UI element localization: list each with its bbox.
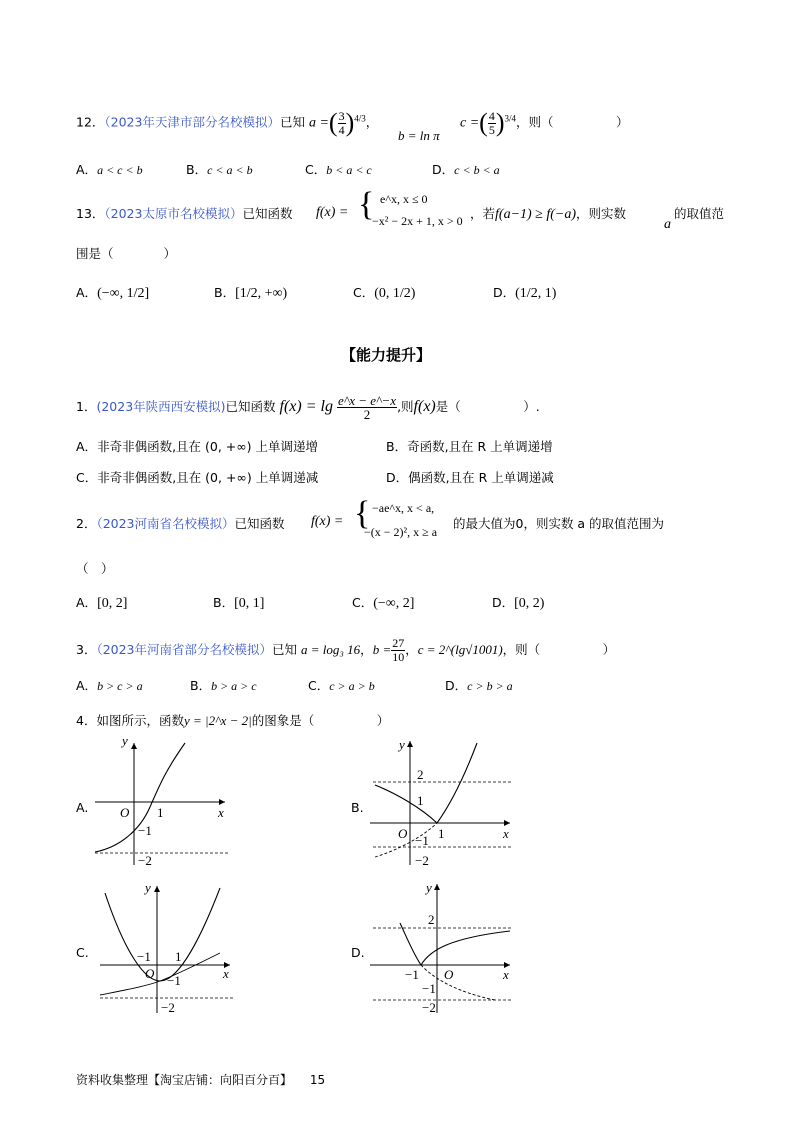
q13-case2: −x² − 2x + 1, x > 0: [372, 214, 463, 228]
svg-text:2: 2: [417, 767, 424, 782]
p1-option-b[interactable]: B．奇函数,且在 R 上单调递增: [386, 439, 553, 454]
q12-option-b[interactable]: B．c < a < b: [186, 162, 253, 177]
graph-label-d[interactable]: D.: [351, 945, 365, 960]
p4-stem: 4．如图所示，函数y = |2^x − 2|的图象是（ ）: [76, 713, 390, 728]
p3-c-expr: c = 2^(lg√1001): [417, 642, 503, 657]
graph-d: [365, 878, 520, 1018]
graph-b: [365, 735, 520, 870]
q12-c-expr: c =: [460, 115, 480, 131]
p1-fraction: $\frac{e\^{}x - e\^{}-x}{2}$: [337, 393, 397, 422]
footer: [76, 1071, 325, 1088]
p1-option-d[interactable]: D．偶函数,且在 R 上单调递减: [386, 470, 554, 485]
svg-text:y: y: [426, 880, 432, 895]
section-title: 【能力提升】: [341, 346, 432, 364]
svg-text:−2: −2: [138, 853, 152, 868]
p3-option-b[interactable]: B．b > a > c: [190, 678, 257, 693]
q12-option-c[interactable]: C．b < a < c: [305, 162, 372, 177]
p4-function: y = |2^x − 2|: [183, 713, 252, 728]
footer-text: 资料收集整理【淘宝店铺：向阳百分百】: [76, 1073, 293, 1087]
p2-case2: −(x − 2)², x ≥ a: [364, 525, 438, 539]
svg-text:−1: −1: [405, 967, 419, 982]
p3-option-d[interactable]: D．c > b > a: [445, 678, 513, 693]
p2-option-d[interactable]: D．[0, 2): [492, 595, 545, 611]
q13-option-b[interactable]: B．[1/2, +∞): [214, 285, 288, 301]
p3-stem: 3．（2023年河南省部分名校模拟）已知 a = log₃ 16，b = $\frac{27}{10}$ ，c = 2^(lg√1001)，则（ ）: [76, 636, 616, 664]
svg-text:−1: −1: [415, 833, 429, 848]
q13-condition: ，若f(a−1) ≥ f(−a)，则实数: [470, 206, 627, 222]
svg-text:−1: −1: [138, 823, 152, 838]
svg-text:x: x: [223, 966, 229, 981]
p3-a-expr: a = log₃ 16: [301, 642, 361, 657]
p3-option-a[interactable]: A．b > c > a: [76, 678, 143, 693]
svg-text:−2: −2: [415, 853, 429, 868]
graph-a: [90, 735, 240, 870]
q13-option-a[interactable]: A．(−∞, 1/2]: [76, 285, 150, 301]
p1-stem: 1．(2023年陕西西安模拟)已知函数 f(x) = lg $\frac{e\^{}x - e\^{}-x}{2}$ ,则f(x)是（ ）.: [76, 393, 540, 422]
q12-b-expr: b = ln π: [398, 128, 440, 143]
q12-tail: ，则（ ）: [516, 114, 629, 130]
svg-text:x: x: [218, 805, 224, 820]
q12-a-fraction: $\frac{3}{4}$: [338, 108, 345, 137]
p1-option-c[interactable]: C．非奇非偶函数,且在 (0, +∞) 上单调递减: [76, 470, 319, 485]
svg-text:O: O: [145, 966, 155, 981]
svg-text:−1: −1: [422, 981, 436, 996]
graph-label-b[interactable]: B.: [351, 800, 364, 815]
p2-option-a[interactable]: A．[0, 2]: [76, 595, 128, 611]
p3-source: （2023年河南省部分名校模拟）: [96, 642, 273, 657]
svg-text:x: x: [503, 967, 509, 982]
svg-text:1: 1: [438, 826, 445, 841]
p3-b-fraction: $\frac{27}{10}$: [392, 636, 405, 664]
q13-stem: 13．（2023太原市名校模拟）已知函数: [76, 206, 293, 221]
p3-b-expr: b =: [372, 642, 392, 657]
p2-stem: 2．（2023河南省名校模拟）已知函数: [76, 516, 285, 531]
p2-source: （2023河南省名校模拟）: [96, 516, 235, 531]
page-number: 15: [309, 1073, 326, 1087]
p1-source: (2023年陕西西安模拟): [96, 399, 226, 414]
q12-source: （2023年天津市部分名校模拟）: [104, 114, 280, 130]
p1-f: f(x) = lg: [279, 398, 333, 415]
p2-f-label: f(x) =: [311, 514, 344, 529]
svg-text:2: 2: [428, 912, 435, 927]
q12-a-expr: a =: [308, 115, 329, 131]
svg-text:O: O: [444, 967, 454, 982]
q12-option-d[interactable]: D．c < b < a: [432, 162, 500, 177]
q13-case1: e^x, x ≤ 0: [380, 192, 428, 206]
svg-text:y: y: [145, 880, 151, 895]
svg-text:x: x: [503, 826, 509, 841]
q12-number: 12．: [76, 114, 105, 130]
svg-text:y: y: [399, 737, 405, 752]
q12-c-exponent: 3/4: [504, 113, 517, 124]
svg-text:1: 1: [175, 949, 182, 964]
svg-text:O: O: [120, 805, 130, 820]
q13-source: （2023太原市名校模拟）: [104, 206, 243, 221]
svg-text:−2: −2: [422, 1000, 436, 1015]
p3-option-c[interactable]: C．c > a > b: [308, 678, 375, 693]
svg-text:−1: −1: [167, 973, 181, 988]
q13-f-label: f(x) =: [316, 205, 349, 220]
q13-var: a: [664, 217, 671, 232]
q13-tail2: 的取值范: [674, 206, 725, 221]
p2-case1: −ae^x, x < a,: [372, 501, 435, 515]
svg-text:1: 1: [157, 805, 164, 820]
q13-line2: 围是（ ）: [76, 246, 177, 261]
p1-option-a[interactable]: A．非奇非偶函数,且在 (0, +∞) 上单调递增: [76, 439, 319, 454]
p2-option-b[interactable]: B．[0, 1]: [213, 595, 265, 611]
svg-text:y: y: [122, 735, 128, 748]
q12-option-a[interactable]: A．a < c < b: [76, 162, 143, 177]
svg-text:−2: −2: [161, 1000, 175, 1015]
svg-text:−1: −1: [137, 949, 151, 964]
p2-tail: 的最大值为0，则实数 a 的取值范围为: [453, 516, 665, 531]
graph-label-a[interactable]: A.: [76, 800, 89, 815]
graph-c: [95, 878, 245, 1018]
q12-a-exponent: 4/3: [354, 113, 366, 124]
q12-lead: 已知: [279, 114, 305, 130]
q12-stem: 12．（2023年天津市部分名校模拟）已知 a =( $\frac{3}{4}$ )$^{4/3}$，: [76, 108, 379, 137]
q13-option-d[interactable]: D．(1/2, 1): [493, 285, 557, 301]
svg-text:O: O: [398, 826, 408, 841]
p2-option-c[interactable]: C．(−∞, 2]: [352, 595, 415, 611]
graph-label-c[interactable]: C.: [76, 945, 89, 960]
q12-c-block: c =( $\frac{4}{5}$ )$^{3/4}$，则（ ）: [460, 108, 629, 137]
svg-text:1: 1: [417, 793, 424, 808]
p2-line2: （ ）: [76, 561, 114, 576]
q12-c-fraction: $\frac{4}{5}$: [488, 108, 495, 137]
q13-option-c[interactable]: C．(0, 1/2): [353, 285, 416, 301]
